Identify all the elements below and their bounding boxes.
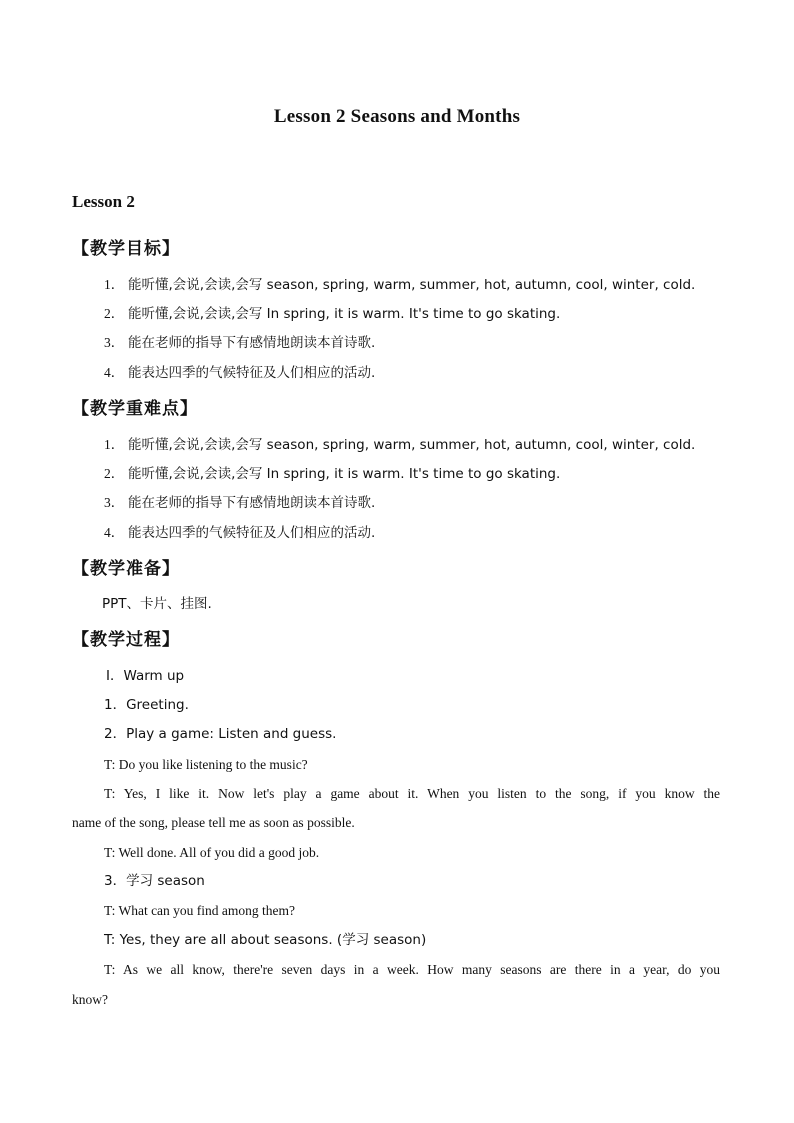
key-point-item: 3． 能在老师的指导下有感情地朗读本首诗歌. xyxy=(104,495,376,511)
key-point-item: 1． 能听懂,会说,会读,会写 season, spring, warm, summer, hot, autumn, cool, winter, cold. xyxy=(104,437,696,453)
process-line: T: Yes, they are all about seasons. (学习 season) xyxy=(104,932,427,948)
section-heading-preparation: 【教学准备】 xyxy=(72,559,180,579)
key-point-item: 4． 能表达四季的气候特征及人们相应的活动. xyxy=(104,525,376,541)
objective-item: 2． 能听懂,会说,会读,会写 In spring, it is warm. It's time to go skating. xyxy=(104,306,561,322)
process-line: Ⅰ．Warm up xyxy=(106,668,185,684)
process-line: 2．Play a game: Listen and guess. xyxy=(104,726,337,742)
objective-item: 3． 能在老师的指导下有感情地朗读本首诗歌. xyxy=(104,335,376,351)
section-heading-objectives: 【教学目标】 xyxy=(72,239,180,259)
section-heading-process: 【教学过程】 xyxy=(72,630,180,650)
lesson-label: Lesson 2 xyxy=(72,192,135,211)
process-line: 3．学习 season xyxy=(104,873,205,889)
preparation-text: PPT、卡片、挂图. xyxy=(102,596,212,612)
process-line: T: Yes, I like it. Now let's play a game about it. When you listen to the song, if you know the xyxy=(104,786,720,801)
key-point-item: 2． 能听懂,会说,会读,会写 In spring, it is warm. It's time to go skating. xyxy=(104,466,561,482)
process-line: T: Do you like listening to the music? xyxy=(104,757,308,772)
objective-item: 4． 能表达四季的气候特征及人们相应的活动. xyxy=(104,365,376,381)
document-title: Lesson 2 Seasons and Months xyxy=(273,106,521,127)
objective-item: 1． 能听懂,会说,会读,会写 season, spring, warm, summer, hot, autumn, cool, winter, cold. xyxy=(104,277,696,293)
process-line: T: What can you find among them? xyxy=(104,903,296,918)
process-line: know? xyxy=(72,992,108,1007)
process-line: 1．Greeting. xyxy=(104,697,189,713)
process-line: name of the song, please tell me as soon as possible. xyxy=(72,815,355,830)
process-line: T: Well done. All of you did a good job. xyxy=(104,845,320,860)
section-heading-key-points: 【教学重难点】 xyxy=(72,399,198,419)
process-line: T: As we all know, there're seven days in a week. How many seasons are there in a year, do you xyxy=(104,962,720,977)
